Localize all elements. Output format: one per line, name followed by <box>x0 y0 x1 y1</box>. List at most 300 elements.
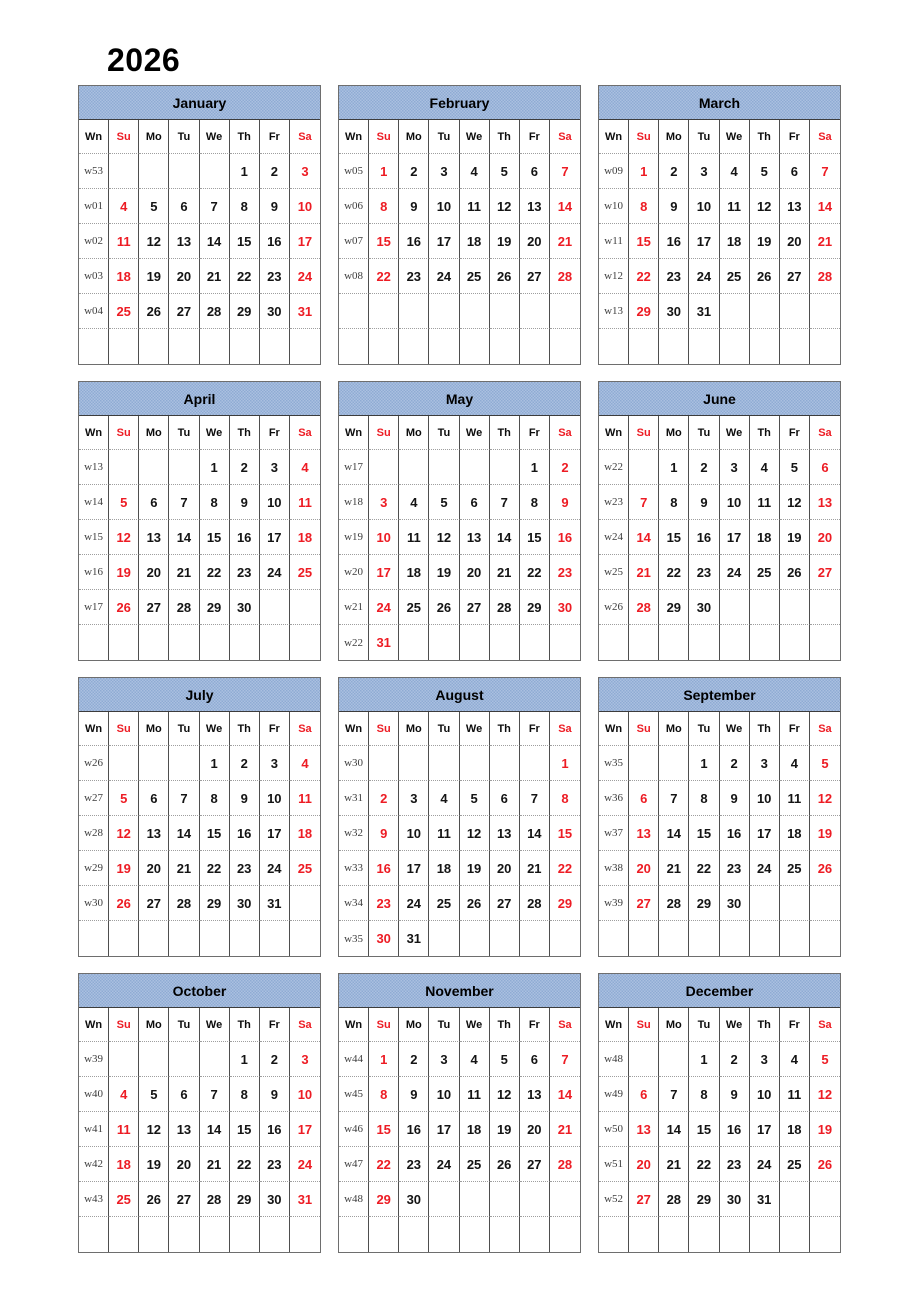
month-header <box>339 974 580 1008</box>
date-cell: 21 <box>629 555 659 590</box>
month-october <box>78 973 321 1253</box>
day-header-th: Th <box>490 416 520 450</box>
date-cell: 29 <box>200 590 230 625</box>
week-number: w51 <box>599 1147 629 1182</box>
empty-cell <box>750 294 780 329</box>
empty-cell <box>139 746 169 781</box>
date-cell: 23 <box>260 259 290 294</box>
week-row <box>79 886 320 921</box>
date-cell: 7 <box>550 154 580 189</box>
date-cell: 1 <box>629 154 659 189</box>
date-cell: 4 <box>750 450 780 485</box>
empty-cell <box>399 1217 429 1252</box>
day-header-mo: Mo <box>659 1008 689 1042</box>
empty-cell <box>750 921 780 956</box>
empty-cell <box>810 1217 840 1252</box>
week-number: w13 <box>599 294 629 329</box>
date-cell: 6 <box>169 1077 199 1112</box>
empty-cell <box>109 329 139 364</box>
date-cell: 31 <box>689 294 719 329</box>
empty-cell <box>429 625 459 660</box>
month-header <box>599 678 840 712</box>
date-cell: 10 <box>290 1077 320 1112</box>
date-cell: 24 <box>689 259 719 294</box>
empty-cell <box>780 1182 810 1217</box>
date-cell: 19 <box>109 555 139 590</box>
date-cell: 3 <box>260 746 290 781</box>
date-cell: 27 <box>780 259 810 294</box>
date-cell: 15 <box>689 816 719 851</box>
date-cell: 28 <box>490 590 520 625</box>
date-cell: 11 <box>750 485 780 520</box>
empty-cell <box>750 590 780 625</box>
week-row <box>339 294 580 329</box>
week-row <box>339 1182 580 1217</box>
week-number: w08 <box>339 259 369 294</box>
date-cell: 2 <box>230 450 260 485</box>
week-number: w37 <box>599 816 629 851</box>
date-cell: 19 <box>780 520 810 555</box>
date-cell: 31 <box>260 886 290 921</box>
week-number: w48 <box>599 1042 629 1077</box>
day-header-su: Su <box>369 416 399 450</box>
week-number: w26 <box>599 590 629 625</box>
day-names-row <box>79 712 320 746</box>
day-header-we: We <box>720 1008 750 1042</box>
date-cell: 1 <box>550 746 580 781</box>
empty-cell <box>460 329 490 364</box>
empty-cell <box>659 329 689 364</box>
empty-cell <box>139 154 169 189</box>
week-row <box>79 189 320 224</box>
week-row <box>599 816 840 851</box>
empty-cell <box>369 329 399 364</box>
empty-cell <box>520 1182 550 1217</box>
date-cell: 17 <box>750 1112 780 1147</box>
week-row <box>339 921 580 956</box>
date-cell: 23 <box>720 1147 750 1182</box>
month-header-row <box>79 678 320 712</box>
date-cell: 8 <box>629 189 659 224</box>
week-row <box>339 1217 580 1252</box>
week-row <box>79 625 320 660</box>
empty-cell <box>200 329 230 364</box>
day-header-tu: Tu <box>429 1008 459 1042</box>
date-cell: 11 <box>460 1077 490 1112</box>
date-cell: 31 <box>750 1182 780 1217</box>
date-cell: 2 <box>399 154 429 189</box>
week-row <box>79 485 320 520</box>
week-row <box>339 590 580 625</box>
day-header-tu: Tu <box>689 712 719 746</box>
empty-cell <box>780 329 810 364</box>
week-number: w05 <box>339 154 369 189</box>
empty-cell <box>369 450 399 485</box>
day-header-mo: Mo <box>659 712 689 746</box>
date-cell: 16 <box>260 224 290 259</box>
date-cell: 7 <box>659 1077 689 1112</box>
empty-cell <box>169 1042 199 1077</box>
date-cell: 20 <box>169 1147 199 1182</box>
empty-cell <box>780 625 810 660</box>
date-cell: 23 <box>260 1147 290 1182</box>
date-cell: 5 <box>490 1042 520 1077</box>
date-cell: 28 <box>550 259 580 294</box>
date-cell: 4 <box>460 1042 490 1077</box>
week-number: w39 <box>79 1042 109 1077</box>
date-cell: 18 <box>109 1147 139 1182</box>
date-cell: 5 <box>460 781 490 816</box>
date-cell: 3 <box>369 485 399 520</box>
week-number: w41 <box>79 1112 109 1147</box>
empty-cell <box>520 1217 550 1252</box>
empty-cell <box>429 329 459 364</box>
empty-cell <box>550 1217 580 1252</box>
month-header <box>79 974 320 1008</box>
date-cell: 16 <box>659 224 689 259</box>
date-cell: 29 <box>369 1182 399 1217</box>
date-cell: 7 <box>490 485 520 520</box>
day-header-su: Su <box>629 120 659 154</box>
week-number: w40 <box>79 1077 109 1112</box>
empty-cell <box>369 1217 399 1252</box>
day-header-mo: Mo <box>659 120 689 154</box>
week-number: w22 <box>599 450 629 485</box>
week-number: w10 <box>599 189 629 224</box>
day-names-row <box>79 1008 320 1042</box>
empty-cell <box>520 746 550 781</box>
week-row <box>79 1147 320 1182</box>
date-cell: 20 <box>629 1147 659 1182</box>
date-cell: 14 <box>200 224 230 259</box>
date-cell: 6 <box>629 781 659 816</box>
date-cell: 31 <box>399 921 429 956</box>
empty-cell <box>200 1217 230 1252</box>
week-number: w38 <box>599 851 629 886</box>
date-cell: 20 <box>520 224 550 259</box>
empty-cell <box>369 294 399 329</box>
month-header-row <box>599 974 840 1008</box>
empty-cell <box>550 921 580 956</box>
date-cell: 28 <box>520 886 550 921</box>
date-cell: 13 <box>169 224 199 259</box>
empty-cell <box>520 921 550 956</box>
empty-cell <box>290 886 320 921</box>
date-cell: 14 <box>490 520 520 555</box>
date-cell: 6 <box>520 154 550 189</box>
date-cell: 9 <box>689 485 719 520</box>
day-header-su: Su <box>109 416 139 450</box>
day-header-sa: Sa <box>290 712 320 746</box>
week-row <box>79 1182 320 1217</box>
date-cell: 7 <box>169 485 199 520</box>
day-header-su: Su <box>369 1008 399 1042</box>
date-cell: 22 <box>200 555 230 590</box>
date-cell: 4 <box>109 189 139 224</box>
month-header <box>79 678 320 712</box>
date-cell: 25 <box>720 259 750 294</box>
date-cell: 29 <box>689 1182 719 1217</box>
day-names-row <box>339 712 580 746</box>
date-cell: 1 <box>659 450 689 485</box>
day-header-sa: Sa <box>810 416 840 450</box>
date-cell: 26 <box>750 259 780 294</box>
date-cell: 10 <box>260 781 290 816</box>
date-cell: 20 <box>629 851 659 886</box>
day-header-mo: Mo <box>399 416 429 450</box>
day-header-tu: Tu <box>429 120 459 154</box>
date-cell: 8 <box>689 1077 719 1112</box>
day-header-fr: Fr <box>520 712 550 746</box>
date-cell: 12 <box>139 1112 169 1147</box>
date-cell: 17 <box>689 224 719 259</box>
date-cell: 28 <box>810 259 840 294</box>
date-cell: 5 <box>750 154 780 189</box>
empty-cell <box>659 625 689 660</box>
week-row <box>599 154 840 189</box>
date-cell: 4 <box>780 746 810 781</box>
date-cell: 20 <box>490 851 520 886</box>
month-header-row <box>599 86 840 120</box>
month-header <box>339 678 580 712</box>
day-header-su: Su <box>629 712 659 746</box>
date-cell: 16 <box>260 1112 290 1147</box>
date-cell: 15 <box>200 816 230 851</box>
empty-cell <box>750 1217 780 1252</box>
day-header-su: Su <box>109 120 139 154</box>
date-cell: 19 <box>139 259 169 294</box>
week-row <box>339 781 580 816</box>
empty-cell <box>460 1217 490 1252</box>
day-header-th: Th <box>490 712 520 746</box>
date-cell: 5 <box>139 1077 169 1112</box>
date-cell: 4 <box>460 154 490 189</box>
week-number: w20 <box>339 555 369 590</box>
date-cell: 17 <box>290 224 320 259</box>
week-row <box>79 816 320 851</box>
date-cell: 31 <box>290 1182 320 1217</box>
empty-cell <box>200 625 230 660</box>
day-header-we: We <box>720 120 750 154</box>
week-number-header: Wn <box>339 416 369 450</box>
date-cell: 11 <box>720 189 750 224</box>
day-header-fr: Fr <box>520 416 550 450</box>
date-cell: 14 <box>169 520 199 555</box>
date-cell: 15 <box>629 224 659 259</box>
date-cell: 24 <box>429 1147 459 1182</box>
day-header-fr: Fr <box>520 1008 550 1042</box>
date-cell: 13 <box>490 816 520 851</box>
date-cell: 30 <box>659 294 689 329</box>
date-cell: 16 <box>399 224 429 259</box>
date-cell: 13 <box>139 520 169 555</box>
day-header-fr: Fr <box>520 120 550 154</box>
week-number: w02 <box>79 224 109 259</box>
date-cell: 4 <box>109 1077 139 1112</box>
month-label: November <box>425 982 494 999</box>
week-number-header: Wn <box>599 120 629 154</box>
date-cell: 24 <box>290 1147 320 1182</box>
date-cell: 11 <box>290 485 320 520</box>
week-number: w22 <box>339 625 369 660</box>
day-header-we: We <box>720 712 750 746</box>
week-number <box>599 329 629 364</box>
empty-cell <box>260 590 290 625</box>
date-cell: 25 <box>429 886 459 921</box>
date-cell: 29 <box>689 886 719 921</box>
week-number: w09 <box>599 154 629 189</box>
empty-cell <box>460 294 490 329</box>
date-cell: 28 <box>200 1182 230 1217</box>
date-cell: 18 <box>290 520 320 555</box>
date-cell: 3 <box>429 154 459 189</box>
date-cell: 24 <box>750 1147 780 1182</box>
empty-cell <box>659 746 689 781</box>
date-cell: 25 <box>750 555 780 590</box>
week-row <box>79 851 320 886</box>
date-cell: 30 <box>720 886 750 921</box>
date-cell: 15 <box>659 520 689 555</box>
week-row <box>599 851 840 886</box>
day-header-we: We <box>460 1008 490 1042</box>
empty-cell <box>429 1217 459 1252</box>
day-header-fr: Fr <box>260 712 290 746</box>
date-cell: 5 <box>810 1042 840 1077</box>
date-cell: 30 <box>260 1182 290 1217</box>
date-cell: 22 <box>520 555 550 590</box>
date-cell: 13 <box>169 1112 199 1147</box>
empty-cell <box>689 1217 719 1252</box>
empty-cell <box>139 329 169 364</box>
date-cell: 24 <box>750 851 780 886</box>
date-cell: 12 <box>780 485 810 520</box>
date-cell: 20 <box>169 259 199 294</box>
empty-cell <box>399 450 429 485</box>
date-cell: 17 <box>290 1112 320 1147</box>
date-cell: 4 <box>290 450 320 485</box>
date-cell: 1 <box>230 154 260 189</box>
week-row <box>79 746 320 781</box>
empty-cell <box>629 746 659 781</box>
week-number: w48 <box>339 1182 369 1217</box>
day-names-row <box>339 1008 580 1042</box>
week-number-header: Wn <box>339 120 369 154</box>
week-number: w18 <box>339 485 369 520</box>
date-cell: 24 <box>260 851 290 886</box>
week-number: w35 <box>339 921 369 956</box>
empty-cell <box>490 921 520 956</box>
empty-cell <box>200 154 230 189</box>
date-cell: 26 <box>810 1147 840 1182</box>
date-cell: 10 <box>720 485 750 520</box>
week-number: w34 <box>339 886 369 921</box>
date-cell: 6 <box>520 1042 550 1077</box>
date-cell: 5 <box>429 485 459 520</box>
date-cell: 17 <box>260 816 290 851</box>
empty-cell <box>109 746 139 781</box>
date-cell: 27 <box>490 886 520 921</box>
day-header-tu: Tu <box>689 120 719 154</box>
empty-cell <box>490 625 520 660</box>
date-cell: 29 <box>230 1182 260 1217</box>
date-cell: 14 <box>659 816 689 851</box>
date-cell: 27 <box>169 1182 199 1217</box>
date-cell: 1 <box>230 1042 260 1077</box>
date-cell: 3 <box>750 746 780 781</box>
date-cell: 26 <box>429 590 459 625</box>
day-header-fr: Fr <box>780 1008 810 1042</box>
date-cell: 10 <box>290 189 320 224</box>
date-cell: 7 <box>659 781 689 816</box>
week-row <box>599 189 840 224</box>
date-cell: 24 <box>290 259 320 294</box>
week-number: w43 <box>79 1182 109 1217</box>
date-cell: 6 <box>810 450 840 485</box>
empty-cell <box>490 1182 520 1217</box>
day-header-sa: Sa <box>290 120 320 154</box>
date-cell: 10 <box>429 189 459 224</box>
day-header-th: Th <box>230 120 260 154</box>
day-header-su: Su <box>629 416 659 450</box>
empty-cell <box>750 625 780 660</box>
week-row <box>599 485 840 520</box>
date-cell: 22 <box>689 1147 719 1182</box>
week-row <box>339 816 580 851</box>
empty-cell <box>109 450 139 485</box>
empty-cell <box>399 294 429 329</box>
day-header-th: Th <box>750 1008 780 1042</box>
date-cell: 24 <box>720 555 750 590</box>
day-header-tu: Tu <box>169 120 199 154</box>
week-number: w13 <box>79 450 109 485</box>
empty-cell <box>460 1182 490 1217</box>
date-cell: 8 <box>520 485 550 520</box>
day-names-row <box>339 416 580 450</box>
date-cell: 5 <box>810 746 840 781</box>
date-cell: 8 <box>230 189 260 224</box>
week-number: w17 <box>79 590 109 625</box>
week-row <box>339 851 580 886</box>
empty-cell <box>490 746 520 781</box>
date-cell: 14 <box>520 816 550 851</box>
day-header-sa: Sa <box>290 416 320 450</box>
week-number: w01 <box>79 189 109 224</box>
date-cell: 1 <box>200 746 230 781</box>
day-header-mo: Mo <box>139 416 169 450</box>
date-cell: 13 <box>520 189 550 224</box>
date-cell: 29 <box>629 294 659 329</box>
empty-cell <box>550 294 580 329</box>
week-number: w26 <box>79 746 109 781</box>
date-cell: 28 <box>629 590 659 625</box>
week-number-header: Wn <box>79 712 109 746</box>
date-cell: 26 <box>109 886 139 921</box>
date-cell: 7 <box>550 1042 580 1077</box>
month-header-row <box>339 974 580 1008</box>
day-names-row <box>599 416 840 450</box>
week-number: w32 <box>339 816 369 851</box>
week-row <box>339 189 580 224</box>
date-cell: 5 <box>109 781 139 816</box>
week-number: w21 <box>339 590 369 625</box>
day-header-sa: Sa <box>810 120 840 154</box>
date-cell: 26 <box>490 259 520 294</box>
week-row <box>79 555 320 590</box>
date-cell: 28 <box>200 294 230 329</box>
week-number: w03 <box>79 259 109 294</box>
date-cell: 10 <box>689 189 719 224</box>
date-cell: 15 <box>369 1112 399 1147</box>
